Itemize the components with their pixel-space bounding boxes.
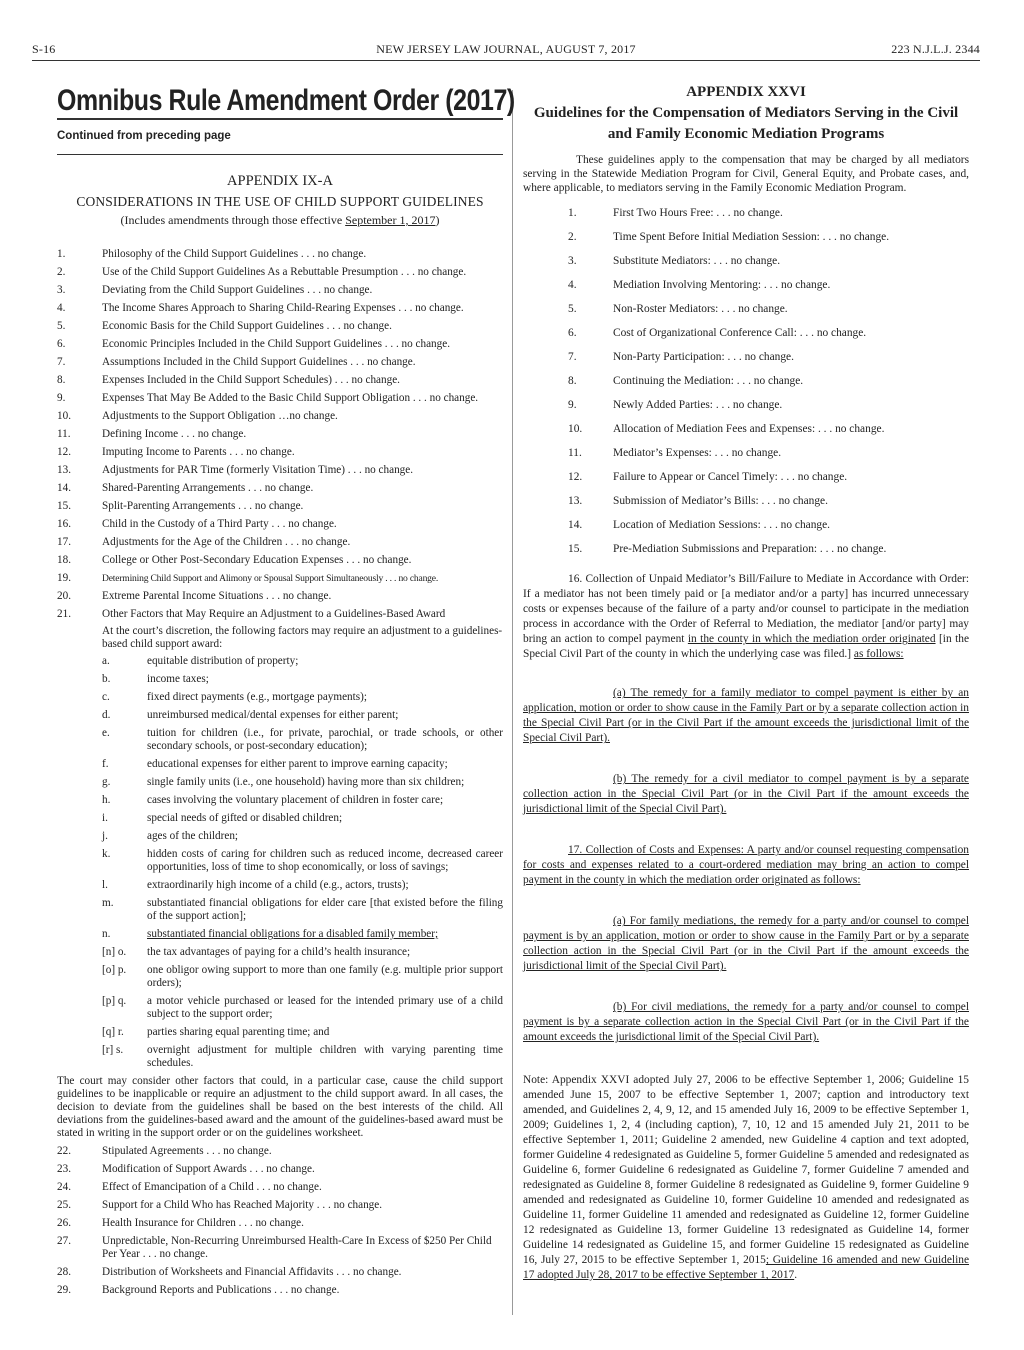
column-divider xyxy=(512,90,513,1315)
item-number: i. xyxy=(102,812,108,824)
list-item xyxy=(57,1163,503,1176)
item-number: 22. xyxy=(57,1145,71,1157)
item-text: Non-Party Participation: . . . no change. xyxy=(613,351,794,364)
item-text: Continuing the Mediation: . . . no change. xyxy=(613,375,804,388)
item-text: Adjustments for the Age of the Children . . . no change. xyxy=(102,536,351,548)
factor-item xyxy=(57,691,503,704)
list-item xyxy=(523,302,969,316)
item-text: Use of the Child Support Guidelines As a Rebuttable Presumption . . . no change. xyxy=(102,266,467,278)
item-text: Economic Basis for the Child Support Guidelines . . . no change. xyxy=(102,320,392,332)
item-text: substantiated financial obligations for elder care [that existed before the filing of the support action]; xyxy=(147,897,503,922)
list-item xyxy=(57,392,503,405)
item-text: Unpredictable, Non-Recurring Unreimbursed Health-Care In Excess of $250 Per Child Per Year . . . no change. xyxy=(102,1235,492,1260)
item-text: a motor vehicle purchased or leased for the intended primary use of a child subject to the support order; xyxy=(147,995,503,1020)
list-item xyxy=(57,590,503,603)
item-text: Pre-Mediation Submissions and Preparation: . . . no change. xyxy=(613,543,887,556)
g16-text: 16. Collection of Unpaid Mediator’s Bill/Failure to Mediate in Accordance with Order: If a mediator has not been timely paid or [a mediator and/or a party] has incurred unnecessary costs or expenses because of the failure of a party and/or counsel to participate in the mediation process in accordance with the Order of Referral to Mediation, the mediator [and/or party] may bring an action to compel payment xyxy=(523,573,969,646)
amendment-note xyxy=(57,213,503,228)
list-item xyxy=(57,1145,503,1158)
item-text: Economic Principles Included in the Child Support Guidelines . . . no change. xyxy=(102,338,450,350)
item-number: 5. xyxy=(568,303,577,316)
item-text: First Two Hours Free: . . . no change. xyxy=(613,207,783,220)
list-item xyxy=(523,422,969,436)
item-number: 20. xyxy=(57,590,71,602)
list-item xyxy=(523,446,969,460)
list-item xyxy=(523,278,969,292)
item-text: Health Insurance for Children . . . no change. xyxy=(102,1217,304,1229)
item-number: 16. xyxy=(57,518,71,530)
item-number: 26. xyxy=(57,1217,71,1229)
item-text: Imputing Income to Parents . . . no change. xyxy=(102,446,295,458)
item-number: l. xyxy=(102,879,108,891)
item-text: ages of the children; xyxy=(147,830,239,842)
list-item xyxy=(523,206,969,220)
item-number: 28. xyxy=(57,1266,71,1278)
section-rule xyxy=(57,154,503,155)
item-number: 12. xyxy=(568,471,583,484)
item-text: Extreme Parental Income Situations . . . no change. xyxy=(102,590,332,602)
appendix-ix-a-heading: APPENDIX IX-A xyxy=(227,173,333,189)
item-number: 8. xyxy=(57,374,66,386)
list-item xyxy=(57,356,503,369)
item-number: 6. xyxy=(568,327,577,340)
item-number: n. xyxy=(102,928,111,940)
item-number: 6. xyxy=(57,338,66,350)
item-number: 27. xyxy=(57,1235,71,1247)
item-number: 1. xyxy=(568,207,577,220)
list-item xyxy=(57,518,503,531)
item-number: 2. xyxy=(57,266,66,278)
guideline-17-a: (a) For family mediations, the remedy for a party and/or counsel to compel payment is by an application, motion or order to show cause in the Family Part or by a separate collection action in the Special Civil Part (or in the Civil Part if the amount exceeds the jurisdictional limit of the Special Civil Part). xyxy=(523,915,969,973)
list-item xyxy=(57,338,503,351)
item-number: 29. xyxy=(57,1284,71,1296)
item-text: Adjustments to the Support Obligation …no change. xyxy=(102,410,338,422)
right-column xyxy=(523,84,969,1295)
item-number: 3. xyxy=(57,284,66,296)
factor-item xyxy=(57,673,503,686)
item-text: parties sharing equal parenting time; and xyxy=(147,1026,330,1038)
item-number: 2. xyxy=(568,231,577,244)
note-end: . xyxy=(794,1269,798,1282)
item-number: c. xyxy=(102,691,110,703)
item-number: 24. xyxy=(57,1181,71,1193)
item-number: 7. xyxy=(568,351,577,364)
item-text: overnight adjustment for multiple children with varying parenting time schedules. xyxy=(147,1044,503,1069)
list-item xyxy=(57,248,503,261)
item-text: single family units (i.e., one household) having more than six children; xyxy=(147,776,465,788)
factor-item xyxy=(57,946,503,959)
list-item xyxy=(523,254,969,268)
list-item xyxy=(523,230,969,244)
item-text: equitable distribution of property; xyxy=(147,655,299,667)
item-number: 18. xyxy=(57,554,71,566)
list-item xyxy=(57,1199,503,1212)
item-text: Defining Income . . . no change. xyxy=(102,428,247,440)
item-number: 10. xyxy=(57,410,71,422)
item-number: m. xyxy=(102,897,114,909)
item-text: unreimbursed medical/dental expenses for either parent; xyxy=(147,709,399,721)
item-number: g. xyxy=(102,776,111,788)
item-number: [n] o. xyxy=(102,946,127,958)
item-number: 14. xyxy=(568,519,583,532)
guideline-16-a: (a) The remedy for a family mediator to compel payment is either by an application, motion or order to show cause in the Family Part or by a separate collection action in the Special Civil Part (or in the Civil Part if the amount exceeds the jurisdictional limit of the Special Civil Part). xyxy=(523,687,969,745)
item-text: Location of Mediation Sessions: . . . no change. xyxy=(613,519,831,532)
item-text: Cost of Organizational Conference Call: . . . no change. xyxy=(613,327,867,340)
item-number: j. xyxy=(102,830,108,842)
item-text: Mediation Involving Mentoring: . . . no change. xyxy=(613,279,831,292)
item-number: 4. xyxy=(568,279,577,292)
item-text: Adjustments for PAR Time (formerly Visitation Time) . . . no change. xyxy=(102,464,414,476)
item-text: Mediator’s Expenses: . . . no change. xyxy=(613,447,782,460)
item-number: 15. xyxy=(57,500,71,512)
list-item xyxy=(523,518,969,532)
factor-item xyxy=(57,830,503,843)
item-text: cases involving the voluntary placement of children in foster care; xyxy=(147,794,444,806)
item-text: Time Spent Before Initial Mediation Session: . . . no change. xyxy=(613,231,890,244)
list-item xyxy=(57,608,503,621)
item-text: Allocation of Mediation Fees and Expenses: . . . no change. xyxy=(613,423,885,436)
item-number: 13. xyxy=(568,495,583,508)
item-text: Expenses That May Be Added to the Basic Child Support Obligation . . . no change. xyxy=(102,392,479,404)
list-item xyxy=(57,284,503,297)
list-item xyxy=(57,374,503,387)
item-number: 1. xyxy=(57,248,66,260)
publication-name: NEW JERSEY LAW JOURNAL, AUGUST 7, 2017 xyxy=(376,42,636,56)
factor-item xyxy=(57,655,503,668)
factor-item xyxy=(57,758,503,771)
note-underlined: ; Guideline 16 amended and new Guideline 17 adopted July 28, 2017 to be effective September 1, 2017 xyxy=(523,1254,970,1282)
item-text: substantiated financial obligations for a disabled family member; xyxy=(147,928,439,940)
item-text: Expenses Included in the Child Support Schedules) . . . no change. xyxy=(102,374,400,386)
item-text: Newly Added Parties: . . . no change. xyxy=(613,399,783,412)
item-text: Stipulated Agreements . . . no change. xyxy=(102,1145,272,1157)
item-number: h. xyxy=(102,794,111,806)
factor-item xyxy=(57,848,503,874)
item-text: Distribution of Worksheets and Financial Affidavits . . . no change. xyxy=(102,1266,402,1278)
list-item xyxy=(57,410,503,423)
list-item xyxy=(523,542,969,556)
page-title: Omnibus Rule Amendment Order (2017) xyxy=(57,84,515,117)
item-text: Split-Parenting Arrangements . . . no change. xyxy=(102,500,304,512)
header-rule xyxy=(32,60,980,61)
item-text: Effect of Emancipation of a Child . . . no change. xyxy=(102,1181,322,1193)
list-item xyxy=(57,428,503,441)
item-number: [p] q. xyxy=(102,995,127,1007)
factor-item xyxy=(57,1026,503,1039)
item-number: f. xyxy=(102,758,109,770)
guideline-17-b: (b) For civil mediations, the remedy for a party and/or counsel to compel payment is by a separate collection action in the Special Civil Part (or in the Civil Part if the amount exceeds the jurisdictional limit of the Special Civil Part). xyxy=(523,1001,969,1044)
list-item xyxy=(523,350,969,364)
factor-item xyxy=(57,964,503,990)
note-date: September 1, 2017 xyxy=(345,213,436,227)
item-number: [r] s. xyxy=(102,1044,124,1056)
item-text: Background Reports and Publications . . . no change. xyxy=(102,1284,340,1296)
item-text: Determining Child Support and Alimony or Spousal Support Simultaneously . . . no change. xyxy=(102,573,439,584)
item-21-intro: At the court’s discretion, the following factors may require an adjustment to a guidelines-based child support award: xyxy=(102,625,503,650)
item-number: 23. xyxy=(57,1163,71,1175)
item-number: 9. xyxy=(568,399,577,412)
list-item xyxy=(57,500,503,513)
citation: 223 N.J.L.J. 2344 xyxy=(891,42,980,56)
factor-item xyxy=(57,794,503,807)
item-number: 12. xyxy=(57,446,71,458)
g16-as-follows: as follows: xyxy=(853,648,904,661)
item-text: Deviating from the Child Support Guidelines . . . no change. xyxy=(102,284,373,296)
list-item xyxy=(57,1217,503,1230)
appendix-ix-a-subtitle: CONSIDERATIONS IN THE USE OF CHILD SUPPORT GUIDELINES xyxy=(76,194,484,209)
note-suffix: ) xyxy=(435,213,440,227)
item-text: educational expenses for either parent to improve earning capacity; xyxy=(147,758,448,770)
item-text: Other Factors that May Require an Adjustment to a Guidelines-Based Award xyxy=(102,608,446,620)
item-text: The Income Shares Approach to Sharing Child-Rearing Expenses . . . no change. xyxy=(102,302,464,314)
appendix-xxvi-heading: APPENDIX XXVI xyxy=(686,84,806,100)
item-text: Substitute Mediators: . . . no change. xyxy=(613,255,781,268)
guideline-list-continued xyxy=(57,1145,503,1297)
factor-item xyxy=(57,928,503,941)
item-number: e. xyxy=(102,727,110,739)
item-number: [o] p. xyxy=(102,964,127,976)
factor-item xyxy=(57,709,503,722)
item-text: special needs of gifted or disabled children; xyxy=(147,812,343,824)
closing-paragraph: The court may consider other factors that could, in a particular case, cause the child support guidelines to be inapplicable or require an adjustment to the child support award. In all cases, the decision to deviate from the guidelines shall be based on the best interests of the child. All deviations from the guidelines-based award and the amount of the guidelines-based award must be stated in writing in the support order or on the guidelines worksheet. xyxy=(57,1075,503,1139)
factor-item xyxy=(57,995,503,1021)
continued-label: Continued from preceding page xyxy=(57,130,231,142)
item-text: Shared-Parenting Arrangements . . . no change. xyxy=(102,482,314,494)
item-text: income taxes; xyxy=(147,673,209,685)
factor-item xyxy=(57,1044,503,1070)
list-item xyxy=(57,554,503,567)
item-number: 8. xyxy=(568,375,577,388)
item-text: tuition for children (i.e., for private, parochial, or trade schools, or other secondary schools, or post-secondary education); xyxy=(147,727,503,752)
list-item xyxy=(57,482,503,495)
factor-list xyxy=(57,655,503,1070)
item-number: k. xyxy=(102,848,111,860)
item-text: one obligor owing support to more than one family (e.g. multiple prior support orders); xyxy=(147,964,503,989)
list-item xyxy=(523,494,969,508)
list-item xyxy=(57,464,503,477)
item-number: 11. xyxy=(57,428,71,440)
factor-item xyxy=(57,727,503,753)
factor-item xyxy=(57,879,503,892)
note-prefix: (Includes amendments through those effective xyxy=(120,213,346,227)
item-number: 21. xyxy=(57,608,71,620)
item-number: 7. xyxy=(57,356,66,368)
title-rule xyxy=(57,118,503,120)
factor-item xyxy=(57,812,503,825)
list-item xyxy=(57,446,503,459)
item-number: 5. xyxy=(57,320,66,332)
item-number: 25. xyxy=(57,1199,71,1211)
list-item xyxy=(57,1235,503,1261)
list-item xyxy=(57,266,503,279)
list-item xyxy=(523,374,969,388)
guideline-16-b: (b) The remedy for a civil mediator to compel payment is by a separate collection action in the Special Civil Part (or in the Civil Part if the amount exceeds the jurisdictional limit of the Special Civil Part). xyxy=(523,773,969,816)
list-item xyxy=(523,398,969,412)
item-text: fixed direct payments (e.g., mortgage payments); xyxy=(147,691,367,703)
factor-item xyxy=(57,897,503,923)
item-number: 15. xyxy=(568,543,583,556)
item-number: d. xyxy=(102,709,111,721)
item-number: 11. xyxy=(568,447,582,460)
item-number: 10. xyxy=(568,423,583,436)
running-header xyxy=(32,42,980,60)
item-text: Non-Roster Mediators: . . . no change. xyxy=(613,303,788,316)
list-item xyxy=(57,536,503,549)
g16-underlined: in the county in which the mediation order originated xyxy=(687,633,936,646)
item-number: b. xyxy=(102,673,111,685)
item-text: Support for a Child Who has Reached Majority . . . no change. xyxy=(102,1199,383,1211)
item-number: [q] r. xyxy=(102,1026,124,1038)
item-number: a. xyxy=(102,655,110,667)
guideline-16 xyxy=(523,572,969,662)
appendix-note xyxy=(523,1073,969,1283)
guideline-list xyxy=(57,248,503,621)
item-text: Child in the Custody of a Third Party . . . no change. xyxy=(102,518,337,530)
item-text: Philosophy of the Child Support Guidelines . . . no change. xyxy=(102,248,367,260)
list-item xyxy=(57,1181,503,1194)
item-text: hidden costs of caring for children such as reduced income, decreased career opportunities, loss of time to shop economically, or loss of savings; xyxy=(147,848,503,873)
intro-paragraph: These guidelines apply to the compensation that may be charged by all mediators serving in the Statewide Mediation Program for Civil, General Equity, and Probate cases, and, where applicable, to mediators serving in the Family Economic Mediation Program. xyxy=(523,154,969,194)
item-text: Assumptions Included in the Child Support Guidelines . . . no change. xyxy=(102,356,416,368)
item-text: College or Other Post-Secondary Education Expenses . . . no change. xyxy=(102,554,412,566)
page-number: S-16 xyxy=(32,42,56,56)
item-text: Submission of Mediator’s Bills: . . . no change. xyxy=(613,495,828,508)
item-number: 17. xyxy=(57,536,71,548)
item-number: 19. xyxy=(57,572,71,584)
item-text: the tax advantages of paying for a child’s health insurance; xyxy=(147,946,411,958)
left-column xyxy=(57,84,515,1302)
item-text: Modification of Support Awards . . . no change. xyxy=(102,1163,315,1175)
note-text: Note: Appendix XXVI adopted July 27, 2006 to be effective September 1, 2006; Guideline 15 amended June 15, 2007 to be effective September 1, 2007; caption and introductory text amended, and Guidelines 2, 4, 9, 12, and 15 amended July 16, 2009 to be effective September 1, 2009; Guidelines 1, 2, 4 (including caption), 7, 10, 12 and 15 amended July 21, 2011 to be effective September 1, 2011; Guideline 2 amended, new Guideline 4 caption and text adopted, former Guideline 4 redesignated as Guideline 5, former Guideline 5 amended and redesignated as Guideline 6, former Guideline 6 redesignated as Guideline 7, former Guideline 7 amended and redesignated as Guideline 8, former Guideline 8 redesignated as Guideline 9, former Guideline 9 amended and redesignated as Guideline 10, former Guideline 10 amended and redesignated as Guideline 11, former Guideline 11 amended and redesignated as Guideline 12, former Guideline 12 redesignated as Guideline 13, former Guideline 13 redesignated as Guideline 14, former Guideline 14 redesignated as Guideline 15, and former Guideline 15 redesignated as Guideline 16, July 27, 2015 to be effective September 1, 2015 xyxy=(523,1074,969,1267)
item-text: Failure to Appear or Cancel Timely: . . . no change. xyxy=(613,471,848,484)
g16-bracketed: [in the Special Civil Part of the county in which the underlying case was filed.] xyxy=(523,633,969,661)
list-item xyxy=(57,572,503,585)
guideline-17: 17. Collection of Costs and Expenses: A party and/or counsel requesting compensation for costs and expenses related to a court-ordered mediation may bring an action to compel payment in the county in which the mediation order originated as follows: xyxy=(523,844,969,887)
list-item xyxy=(57,1266,503,1279)
list-item xyxy=(57,320,503,333)
appendix-xxvi-subtitle: Guidelines for the Compensation of Mediators Serving in the Civil and Family Economic Mediation Programs xyxy=(533,105,959,142)
item-number: 4. xyxy=(57,302,66,314)
item-text: extraordinarily high income of a child (e.g., actors, trusts); xyxy=(147,879,409,891)
list-item xyxy=(57,1284,503,1297)
factor-item xyxy=(57,776,503,789)
list-item xyxy=(523,470,969,484)
list-item xyxy=(57,302,503,315)
item-number: 14. xyxy=(57,482,71,494)
item-number: 13. xyxy=(57,464,71,476)
list-item xyxy=(523,326,969,340)
item-number: 9. xyxy=(57,392,66,404)
mediator-guideline-list xyxy=(523,206,969,556)
item-number: 3. xyxy=(568,255,577,268)
